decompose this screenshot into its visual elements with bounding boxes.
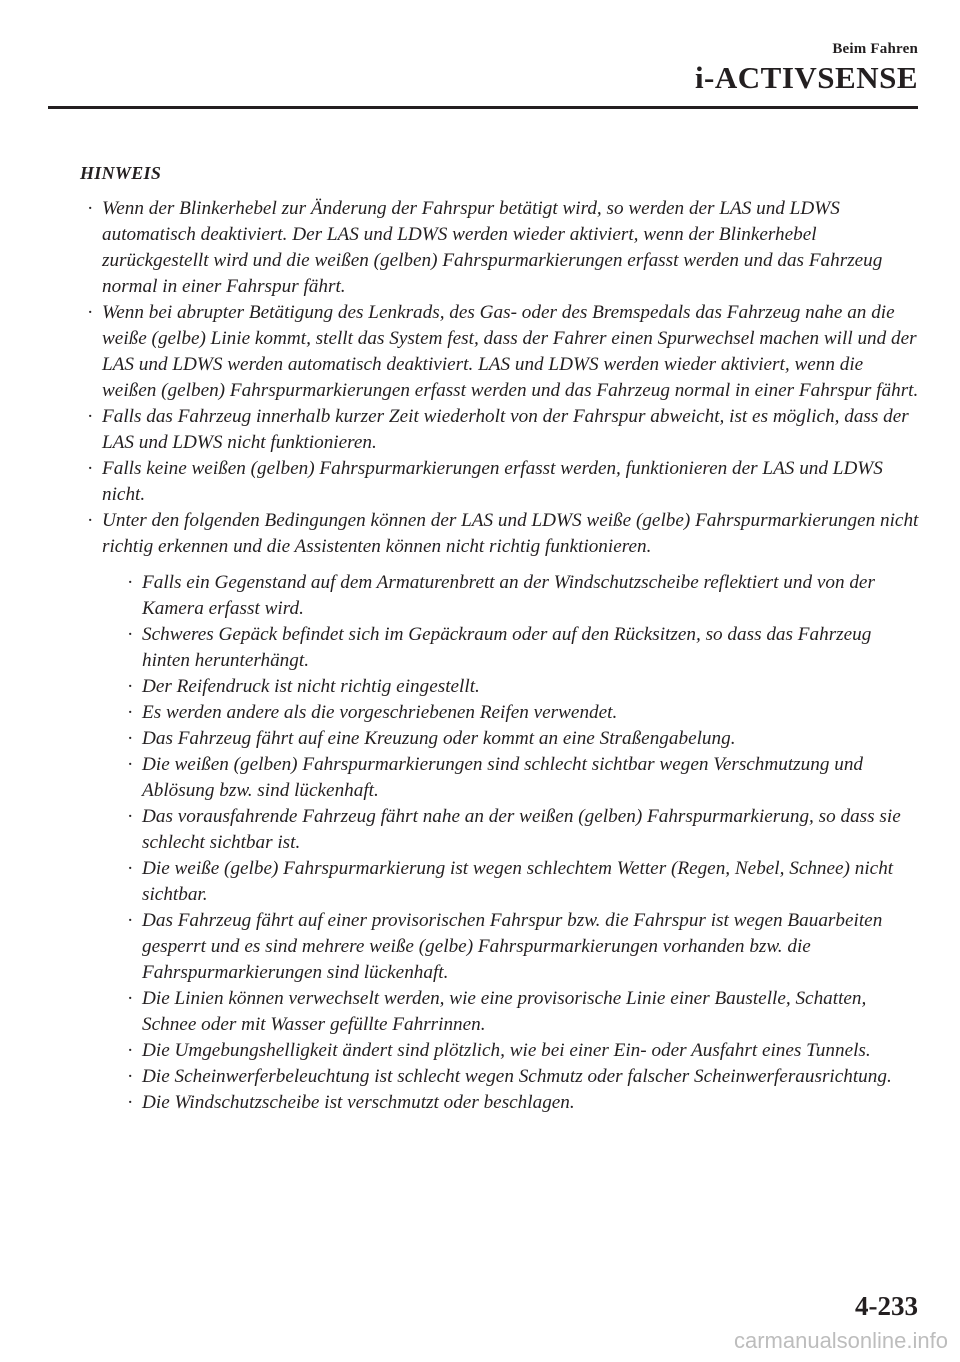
bullet-icon: ·	[127, 702, 134, 723]
condition-text: Die weißen (gelben) Fahrspurmarkierungen sind schlecht sichtbar wegen Verschmutzung und Ablösung bzw. sind lückenhaft.	[142, 754, 864, 801]
condition-item	[120, 570, 920, 622]
condition-item	[120, 1064, 920, 1090]
condition-item	[120, 1038, 920, 1064]
list-item	[80, 404, 920, 456]
condition-text: Die Scheinwerferbeleuchtung ist schlecht wegen Schmutz oder falscher Scheinwerferausrichtung.	[142, 1066, 892, 1087]
condition-text: Es werden andere als die vorgeschriebenen Reifen verwendet.	[142, 702, 618, 723]
bullet-icon: ·	[127, 754, 134, 775]
list-item-text: Wenn bei abrupter Betätigung des Lenkrads, des Gas- oder des Bremspedals das Fahrzeug nahe an die weiße (gelbe) Linie kommt, stellt das System fest, dass der Fahrer einen Spurwechsel machen will und der LAS und LDWS werden automatisch deaktiviert. LAS und LDWS werden wieder aktiviert, wenn die weißen (gelben) Fahrspurmarkierungen erfasst werden und das Fahrzeug normal in einer Fahrspur fährt.	[102, 302, 919, 401]
condition-text: Schweres Gepäck befindet sich im Gepäckraum oder auf den Rücksitzen, so dass das Fahrzeug hinten herunterhängt.	[142, 624, 872, 671]
bullet-icon: ·	[87, 510, 94, 531]
bullet-icon: ·	[127, 1066, 134, 1087]
header-divider	[48, 106, 918, 109]
condition-item	[120, 986, 920, 1038]
condition-item	[120, 700, 920, 726]
condition-text: Die Windschutzscheibe ist verschmutzt oder beschlagen.	[142, 1092, 575, 1113]
condition-item	[120, 908, 920, 986]
list-item	[80, 300, 920, 404]
bullet-icon: ·	[87, 458, 94, 479]
list-item-text: Falls das Fahrzeug innerhalb kurzer Zeit wiederholt von der Fahrspur abweicht, ist es möglich, dass der LAS und LDWS nicht funktionieren.	[102, 406, 909, 453]
bullet-icon: ·	[127, 676, 134, 697]
condition-item	[120, 674, 920, 700]
bullet-icon: ·	[127, 858, 134, 879]
note-block	[80, 160, 920, 1116]
condition-text: Die Linien können verwechselt werden, wie eine provisorische Linie einer Baustelle, Schatten, Schnee oder mit Wasser gefüllte Fahrrinnen.	[142, 988, 867, 1035]
bullet-icon: ·	[127, 624, 134, 645]
bullet-icon: ·	[127, 988, 134, 1009]
note-list	[80, 196, 920, 1116]
page-header	[695, 40, 918, 95]
condition-text: Das Fahrzeug fährt auf eine Kreuzung oder kommt an eine Straßengabelung.	[142, 728, 736, 749]
list-item	[80, 196, 920, 300]
bullet-icon: ·	[87, 198, 94, 219]
condition-text: Die Umgebungshelligkeit ändert sind plötzlich, wie bei einer Ein- oder Ausfahrt eines Tunnels.	[142, 1040, 871, 1061]
page-number: 4-233	[855, 1291, 918, 1321]
watermark: carmanualsonline.info	[733, 1328, 948, 1353]
bullet-icon: ·	[127, 1092, 134, 1113]
list-item-text: Wenn der Blinkerhebel zur Änderung der Fahrspur betätigt wird, so werden der LAS und LDWS automatisch deaktiviert. Der LAS und LDWS werden wieder aktiviert, wenn der Blinkerhebel zurückgestellt wird und die weißen (gelben) Fahrspurmarkierungen erfasst werden und das Fahrzeug normal in einer Fahrspur fährt.	[102, 198, 883, 297]
condition-item	[120, 752, 920, 804]
section-label: Beim Fahren	[832, 41, 918, 57]
condition-text: Das vorausfahrende Fahrzeug fährt nahe an der weißen (gelben) Fahrspurmarkierung, so dass sie schlecht sichtbar ist.	[142, 806, 901, 853]
list-item	[80, 456, 920, 508]
condition-item	[120, 804, 920, 856]
condition-item	[120, 856, 920, 908]
list-item	[80, 508, 920, 1116]
conditions-list	[102, 570, 920, 1116]
bullet-icon: ·	[127, 728, 134, 749]
condition-text: Der Reifendruck ist nicht richtig eingestellt.	[142, 676, 480, 697]
list-item-text: Falls keine weißen (gelben) Fahrspurmarkierungen erfasst werden, funktionieren der LAS und LDWS nicht.	[102, 458, 883, 505]
bullet-icon: ·	[127, 910, 134, 931]
bullet-icon: ·	[87, 406, 94, 427]
condition-text: Die weiße (gelbe) Fahrspurmarkierung ist wegen schlechtem Wetter (Regen, Nebel, Schnee) nicht sichtbar.	[142, 858, 894, 905]
condition-text: Falls ein Gegenstand auf dem Armaturenbrett an der Windschutzscheibe reflektiert und von der Kamera erfasst wird.	[142, 572, 875, 619]
condition-item	[120, 622, 920, 674]
bullet-icon: ·	[87, 302, 94, 323]
list-item-text: Unter den folgenden Bedingungen können der LAS und LDWS weiße (gelbe) Fahrspurmarkierungen nicht richtig erkennen und die Assistenten können nicht richtig funktionieren.	[102, 510, 919, 557]
bullet-icon: ·	[127, 1040, 134, 1061]
bullet-icon: ·	[127, 806, 134, 827]
note-title: HINWEIS	[80, 163, 162, 183]
condition-item	[120, 1090, 920, 1116]
condition-item	[120, 726, 920, 752]
chapter-title: i-ACTIVSENSE	[694, 60, 918, 95]
bullet-icon: ·	[127, 572, 134, 593]
condition-text: Das Fahrzeug fährt auf einer provisorischen Fahrspur bzw. die Fahrspur ist wegen Bauarbeiten gesperrt und es sind mehrere weiße (gelbe) Fahrspurmarkierungen vorhanden bzw. die Fahrspurmarkierungen sind lückenhaft.	[142, 910, 883, 983]
